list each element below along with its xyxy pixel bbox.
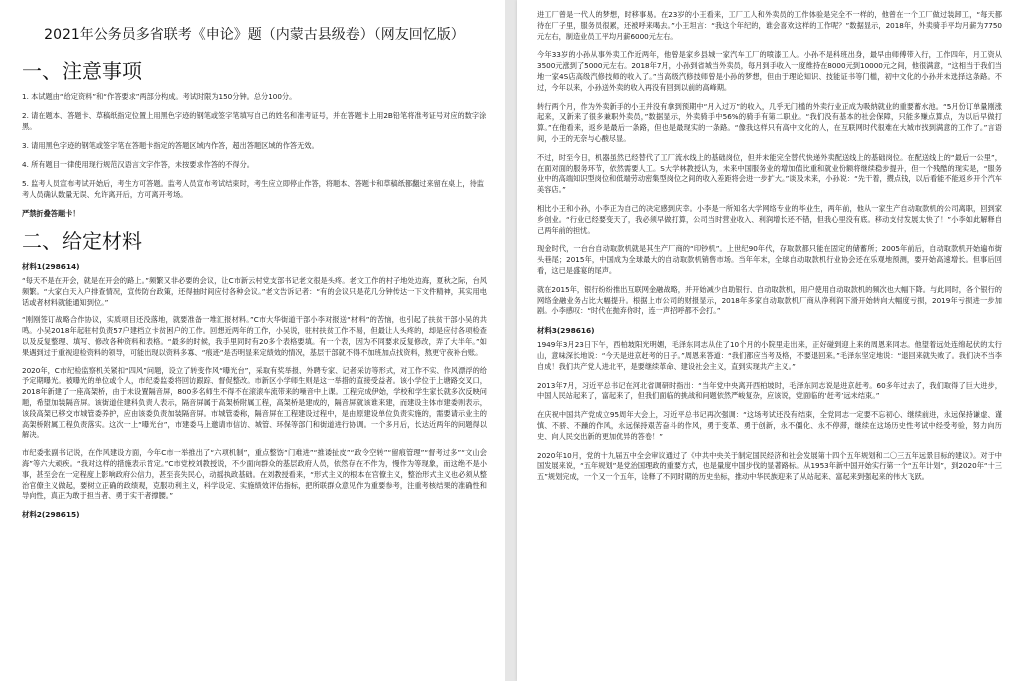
material-paragraph: 相比小王和小孙，小李正为自己的决定感到庆幸。小李是一所知名大学网络专业的毕业生，两年前，他从一家生产自动取款机的公司离职，回到家乡创业。“行业已经要变天了，我必须早做打算，公司当时营业收入、利润增长还不错，但我心里没有底。移动支付发展太快了！”小李如此解释自己两年前的担忧。 (537, 203, 1002, 235)
material-paragraph: “刚刚签订战略合作协议，实质项目还没落地，就要准备一堆汇报材料。”C市大华街道干部小李对报送“材料”的苦恼，也引起了扶贫干部小吴的共鸣。小吴2018年起驻村负责57户建档立卡贫困户的工作。回想近两年的工作，小吴说，驻村扶贫工作不易，但最让人头疼的，却是应付各项检查以及反复整理、填写、修改各种资料和表格。“最多的时候，我手里同时有20多个表格要填。有一个表，因为不同要求反复修改，弄了大半年。”如果遇到过于重视迎检资料的领导，可能出现以资料多寡、“痕迹”是否明显来定绩效的情况，基层干部就不得不加班加点找资料，熬更守夜补台账。 (22, 315, 487, 357)
section-heading-materials: 二、给定材料 (22, 229, 142, 253)
material-paragraph: 市纪委张副书记说，在作风建设方面，今年C市一举推出了“六项机制”，重点整饬“门难进”“推诿扯皮”“政令空转”“留痕管理”“督考过多”“文山会海”等六大顽疾。“我对这样的措施表示肯定。”C市党校刘教授说，不少面向群众的基层政府人员，依然存在不作为，慢作为等现象，而这绝不是小事，甚至会在一定程度上影响政府公信力，甚至丧失民心，动摇执政基础。在刘教授看来，“形式主义的根本在官僚主义，整治形式主义也必须从整治官僚主义做起，要树立正确的政绩观，克服功利主义，科学设定、实施绩效评估指标，把所联群众意见作为重要参考，注重考核结果的准确性和导向性，真正为敢于担当者、勇于实干者撑腰。” (22, 448, 487, 501)
material-paragraph: 今年33岁的小孙从事外卖工作近两年，他曾是家乡县城一家汽车工厂的喷漆工人。小孙不是科班出身，最早由师傅带入行，工作四年，月工资从3500元涨到了5000元左右。2018年7月，小孙到省城当外卖员，每月到手收入一度维持在8000元到10000元之间，他很满意，“这相当于我们当地一家4S店高级汽修技师的收入了。”当高级汽修技师曾是小孙的梦想，但由于理论知识、技能证书等门槛，初中文化的小孙并未选择这条路。不过，今年以来，小孙送外卖的收入再没有回到以前的高峰期。 (537, 50, 1002, 92)
material-label-2: 材料2(298615) (22, 510, 80, 520)
material-paragraph: “每天不是在开会，就是在开会的路上。”频繁又非必要的会议，让C市新云村党支部书记老文很是头疼。老文工作的村子地处边海，夏秋之际，台风频繁。“大家白天入户排查情况，宣传防台政策，还得抽时间应付各种会议。”老文告诉记者：“有的会议只是花几分钟传达一下文件精神，其实用电话或者材料就能通知到位。” (22, 276, 487, 307)
material-paragraph: 进工厂曾是一代人的梦想，时移事易。在23岁的小王看来，工厂工人和外卖员的工作体验是完全不一样的，他曾在一个工厂做过装卸工，“每天都待在厂子里，服务员很累，还被呼来喝去。”小王坦言：“我这个年纪的，谁会喜欢这样的工作呢？”数据显示，2018年，外卖骑手平均月薪为7750元左右，制造业员工平均月薪6000元左右。 (537, 10, 1002, 41)
note-item-2: 2. 请在题本、答题卡、草稿纸指定位置上用黑色字迹的钢笔或签字笔填写自己的姓名和准考证号，并在答题卡上用2B铅笔将准考证号对应的数字涂黑。 (22, 111, 487, 131)
material-label-3: 材料3(298616) (537, 326, 595, 336)
document-title: 2021年公务员多省联考《申论》题（内蒙古县级卷）（网友回忆版） (44, 27, 465, 43)
note-item-5: 5. 监考人员宣布考试开始后，考生方可答题。监考人员宣布考试结束时，考生应立即停止作答，将题本、答题卡和草稿纸都翻过来留在桌上，待监考人员确认数量无误、允许离开后，方可离开考场。 (22, 179, 484, 199)
note-item-4: 4. 所有题目一律使用现行规范汉语言文字作答，未按要求作答的不得分。 (22, 160, 254, 169)
material-paragraph: 现金时代，一台台自动取款机就是其生产厂商的“印钞机”。上世纪90年代，存取款都只能在固定的储蓄所；2005年前后，自动取款机开始遍布街头巷尾；2015年，中国成为全球最大的自动取款机销售市场。当年年末，全球自动取款机行业协会还在乐观地预测，要开始高速增长。但事后回看，这已是盛宴的尾声。 (537, 244, 1002, 275)
notes-list (22, 91, 487, 200)
warning-note: 严禁折叠答题卡！ (22, 209, 80, 218)
section-heading-notes: 一、注意事项 (22, 59, 142, 83)
material-paragraph: 就在2015年，银行纷纷推出互联网金融战略，并开始减少自助银行、自动取款机，用户使用自动取款机的频次也大幅下降。与此同时，各个银行的网络金融业务占比大幅提升。根据上市公司的财报显示，2018年多家自动取款机厂商从净利润下滑开始转向大幅度亏损，2019年亏损进一步加剧。小李感叹：“时代在抛弃你时，连一声招呼都不会打。” (537, 284, 1002, 316)
material-paragraph: 2013年7月，习近平总书记在河北省调研时指出：“当年党中央离开西柏坡时，毛泽东同志说是进京赶考。60多年过去了，我们取得了巨大进步，中国人民站起来了，富起来了，但我们面临的挑战和问题依然严峻复杂，应该说，党面临的‘赶考’远未结束。” (537, 380, 1002, 401)
material-paragraph: 不过，时至今日，机器虽然已经替代了工厂流水线上的基础岗位，但并未能完全替代快递外卖配送线上的基础岗位。在配送线上的“最后一公里”，在面对面的服务环节，依然需要人工。S大学林教授认为，未来中国服务业的增加值比重和就业份额将继续稳步提升，但一个残酷的现实是，“服务业中的高端知识型岗位和低端劳动密集型岗位之间的收入差距将会进一步扩大。”谈及未来，小孙说：“先干着，攒点钱，以后看能不能返乡开个汽车美容店。” (537, 152, 1002, 195)
material-paragraph: 2020年，C市纪检监察机关紧扣“四风”问题，设立了转变作风“曝光台”，采取有奖举报、外聘专家、记者采访等形式，对工作不实、作风漂浮的给予定期曝光。被曝光的单位或个人，市纪委监委将回访跟踪、督促整改。市新区小学师生则是这一举措的直接受益者。该小学位于上塘路交叉口，2018年新建了一座高架桥，由于未设置隔音屏，800多名师生不得不在滚滚车流带来的噪音中上课。工程完成伊始，学校和学生家长就多次反映问题，希望加装隔音屏。该街道住建科负责人表示，隔音屏属于高架桥附属工程，高架桥是建成的，隔音屏就该谁来建，而建设主体市建委则表示，该段高架已移交市城管委养护，应由该委负责加装隔音屏。市城管委称，隔音屏在工程建设过程中，是由原建设单位负责实施的，需要请示业主的高架桥附属工程负责落实。这次一上“曝光台”，市建委马上邀请市信访、城管、环保等部门和街道进行协调。一个多月后，长达近两年的问题得以解决。 (22, 365, 487, 440)
material-paragraph: 在庆祝中国共产党成立95周年大会上，习近平总书记再次强调：“这场考试还没有结束，全党同志一定要不忘初心、继续前进，永远保持谦虚、谨慎、不骄、不躁的作风，永远保持艰苦奋斗的作风，勇于变革、勇于创新，永不僵化、永不停滞，继续在这场历史性考试中经受考验，努力向历史、向人民交出新的更加优异的答卷！” (537, 410, 1002, 441)
note-item-1: 1. 本试题由“给定资料”和“作答要求”两部分构成。考试时限为150分钟。总分100分。 (22, 92, 297, 101)
material-paragraph: 转行两个月，作为外卖新手的小王并没有拿到预期中“月入过万”的收入，几乎无门槛的外卖行业正成为吸纳就业的重要蓄水池。“5月份订单量刚涨起来，又新来了很多兼职外卖员，”数据显示，外卖骑手中56%的骑手有第二职业。“我们没有基本的社会保障，只能多赚点算点，为以后早做打算。”在他看来，返乡是最后一条路，但也是最现实的一条路。“像我这样只有高中文化的人，在互联网时代很难在大城市找到满意的工作了。”言语间，小王的无奈与心酸尽显。 (537, 101, 1002, 143)
note-item-3: 3. 请用黑色字迹的钢笔或签字笔在答题卡指定的答题区域内作答，超出答题区域的作答无效。 (22, 141, 319, 150)
document-page-left (0, 0, 505, 681)
material-paragraph: 2020年10月，党的十九届五中全会审议通过了《中共中央关于制定国民经济和社会发展第十四个五年规划和二〇三五年远景目标的建议》。对于中国发展来说，“五年规划”是党治国理政的重要方式，也是量度中国步伐的显著路标。从1953年新中国开始实行第一个“五年计划”，到2020年“十三五”规划完成，一个又一个五年，诠释了不同时期的历史坐标，推动中华民族迎来了从站起来、富起来到强起来的伟大飞跃。 (537, 450, 1002, 482)
page-gutter (505, 0, 517, 681)
material-paragraph: 1949年3月23日下午，西柏坡阳光明媚，毛泽东同志从住了10个月的小院里走出来，正好碰到迎上来的周恩来同志。他望着远处连绵起伏的太行山，意味深长地说：“今天是进京赶考的日子。”周恩来答道：“我们都应当考及格，不要退回来。”毛泽东坚定地说：“退回来就失败了。我们决不当李自成！我们共产党人进北平，是要继续革命、建设社会主义，直到实现共产主义。” (537, 340, 1002, 371)
material-label-1: 材料1(298614) (22, 262, 80, 271)
document-page-right (517, 0, 1024, 681)
